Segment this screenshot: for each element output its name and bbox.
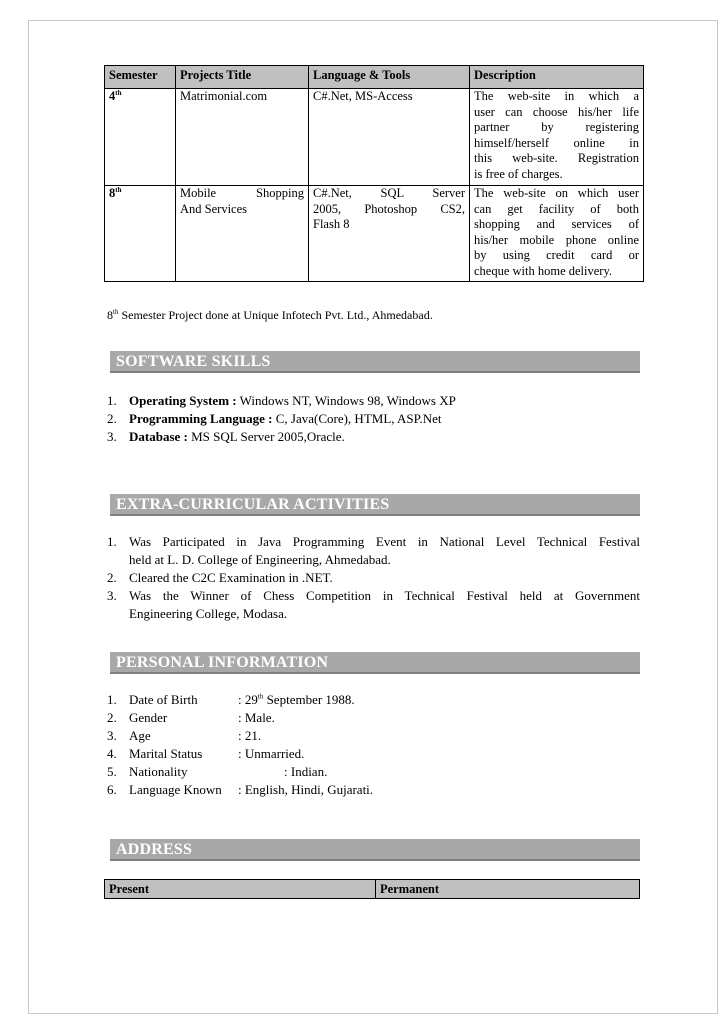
software-skills-list	[107, 392, 640, 446]
list-item: 1. Operating System : Windows NT, Windows 98, Windows XP	[107, 393, 456, 408]
semester-cell: 8th	[105, 186, 176, 282]
field-value: : 21.	[238, 728, 262, 743]
list-item: 2. Programming Language : C, Java(Core), HTML, ASP.Net	[107, 411, 442, 426]
personal-information-list	[107, 691, 640, 799]
address-table	[104, 879, 640, 899]
list-item: 3. Age : 21.	[107, 728, 262, 743]
list-item: 3. Was the Winner of Chess Competition in Technical Festival held at Government Engineering College, Modasa.	[107, 588, 640, 621]
software-skills-heading: SOFTWARE SKILLS	[110, 351, 640, 373]
project-note: 8th Semester Project done at Unique Infotech Pvt. Ltd., Ahmedabad.	[107, 308, 433, 322]
header-description: Description	[470, 66, 644, 89]
header-language-tools: Language & Tools	[309, 66, 470, 89]
field-value: : Unmarried.	[238, 746, 305, 761]
header-semester: Semester	[105, 66, 176, 89]
tools-cell: C#.Net, MS-Access	[309, 89, 470, 186]
header-permanent: Permanent	[376, 880, 640, 899]
address-heading: ADDRESS	[110, 839, 640, 861]
personal-information-heading: PERSONAL INFORMATION	[110, 652, 640, 674]
table-row	[105, 186, 644, 282]
table-header-row	[105, 66, 644, 89]
field-value: : 29th September 1988.	[238, 692, 355, 707]
field-value: : Indian.	[284, 764, 328, 779]
semester-cell: 4th	[105, 89, 176, 186]
field-label: Date of Birth	[129, 692, 198, 707]
tools-cell: C#.Net, SQL Server 2005, Photoshop CS2, Flash 8	[309, 186, 470, 282]
project-title-cell: Mobile Shopping And Services	[176, 186, 309, 282]
extra-curricular-heading: EXTRA-CURRICULAR ACTIVITIES	[110, 494, 640, 516]
list-item: 2. Gender : Male.	[107, 710, 275, 725]
field-value: : English, Hindi, Gujarati.	[238, 782, 374, 797]
table-header-row	[105, 880, 640, 899]
list-item: 6. Language Known : English, Hindi, Gujarati.	[107, 782, 374, 797]
list-item: 1. Date of Birth : 29th September 1988.	[107, 692, 355, 707]
header-projects-title: Projects Title	[176, 66, 309, 89]
field-label: Nationality	[129, 764, 188, 779]
table-row	[105, 89, 644, 186]
list-item: 2. Cleared the C2C Examination in .NET.	[107, 570, 333, 585]
list-item: 5. Nationality : Indian.	[107, 764, 328, 779]
field-value: : Male.	[238, 710, 275, 725]
list-item: 4. Marital Status : Unmarried.	[107, 746, 305, 761]
project-title-cell: Matrimonial.com	[176, 89, 309, 186]
field-label: Language Known	[129, 782, 222, 797]
description-cell: The web-site in which a user can choose his/her life partner by registering himself/herself online in this web-site. Registration is free of charges.	[470, 89, 644, 186]
list-item: 1. Was Participated in Java Programming Event in National Level Technical Festival held at L. D. College of Engineering, Ahmedabad.	[107, 534, 640, 567]
extra-curricular-list	[107, 533, 640, 623]
description-cell: The web-site on which user can get facility of both shopping and services of his/her mobile phone online by using credit card or cheque with home delivery.	[470, 186, 644, 282]
header-present: Present	[105, 880, 376, 899]
field-label: Marital Status	[129, 746, 203, 761]
field-label: Age	[129, 728, 151, 743]
projects-table	[104, 65, 644, 282]
list-item: 3. Database : MS SQL Server 2005,Oracle.	[107, 429, 345, 444]
field-label: Gender	[129, 710, 168, 725]
